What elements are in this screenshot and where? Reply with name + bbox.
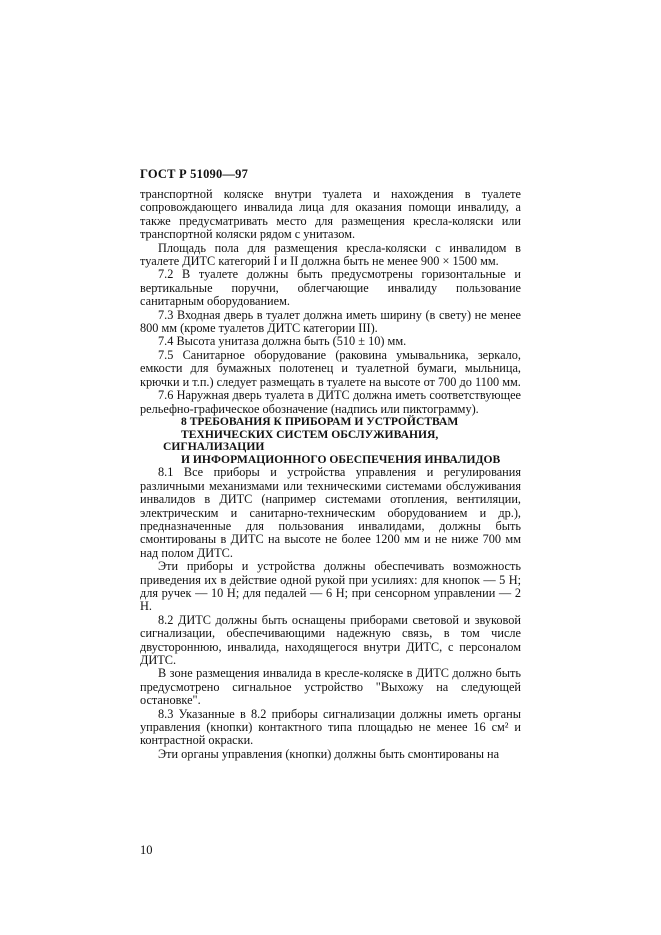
- paragraph-8-3: 8.3 Указанные в 8.2 приборы сигнализации должны иметь органы управления (кнопки) контактного типа площадью не менее 16 см² и контрастной окраски.: [140, 706, 521, 748]
- page-number: 10: [140, 843, 153, 857]
- section-8-heading: [140, 416, 521, 466]
- paragraph-floor-area: Площадь пола для размещения кресла-коляски с инвалидом в туалете ДИТС категорий I и II должна быть не менее 900 × 1500 мм.: [140, 240, 521, 269]
- paragraph-7-5: 7.5 Санитарное оборудование (раковина умывальника, зеркало, емкости для бумажных полотенец и туалетной бумаги, мыльница, крючки и т.п.) следует размещать в туалете на высоте от 700 до 1100 мм.: [140, 347, 521, 389]
- paragraph-8-3-buttons: Эти органы управления (кнопки) должны быть смонтированы на: [158, 746, 500, 761]
- document-code-header: ГОСТ Р 51090—97: [140, 167, 249, 181]
- paragraph-8-2-signal: В зоне размещения инвалида в кресле-коляске в ДИТС должно быть предусмотрено сигнальное устройство "Выхожу на следующей остановке".: [140, 666, 521, 708]
- section-8-heading-line-1: 8 ТРЕБОВАНИЯ К ПРИБОРАМ И УСТРОЙСТВАМ: [181, 414, 459, 428]
- paragraph-8-2: 8.2 ДИТС должны быть оснащены приборами световой и звуковой сигнализации, обеспечивающими надежную связь, в том числе двустороннюю, инвалида, находящегося внутри ДИТС, с персоналом ДИТС.: [140, 612, 521, 667]
- body-text: [140, 188, 521, 761]
- section-8-heading-line-2: ТЕХНИЧЕСКИХ СИСТЕМ ОБСЛУЖИВАНИЯ, СИГНАЛИЗАЦИИ: [163, 427, 439, 454]
- section-8-heading-line-3: И ИНФОРМАЦИОННОГО ОБЕСПЕЧЕНИЯ ИНВАЛИДОВ: [181, 452, 501, 466]
- paragraph-continuation: транспортной коляске внутри туалета и нахождения в туалете сопровождающего инвалида лица для оказания помощи инвалиду, а также предусматривать место для размещения кресла-коляски или транспортной коляски рядом с унитазом.: [140, 187, 521, 242]
- paragraph-7-6: 7.6 Наружная дверь туалета в ДИТС должна иметь соответствующее рельефно-графическое обозначение (надпись или пиктограмму).: [140, 388, 521, 416]
- paragraph-7-3: 7.3 Входная дверь в туалет должна иметь ширину (в свету) не менее 800 мм (кроме туалетов ДИТС категории III).: [140, 307, 521, 336]
- paragraph-8-1-forces: Эти приборы и устройства должны обеспечивать возможность приведения их в действие одной рукой при усилиях: для кнопок — 5 Н; для ручек — 10 Н; для педалей — 6 Н; при сенсорном управлении — 2 Н.: [140, 559, 521, 614]
- paragraph-8-1: 8.1 Все приборы и устройства управления и регулирования различными механизмами или техническими системами обслуживания инвалидов в ДИТС (например системами отопления, вентиляции, электрическим и санитарно-техническим оборудованием и др.), предназначенные для пользования инвалидами, должны быть смонтированы в ДИТС на высоте не более 1200 мм и не ниже 700 мм над полом ДИТС.: [140, 465, 521, 560]
- paragraph-7-2: 7.2 В туалете должны быть предусмотрены горизонтальные и вертикальные поручни, облегчающие инвалиду пользование санитарным оборудованием.: [140, 267, 521, 309]
- paragraph-7-4: 7.4 Высота унитаза должна быть (510 ± 10) мм.: [158, 334, 407, 349]
